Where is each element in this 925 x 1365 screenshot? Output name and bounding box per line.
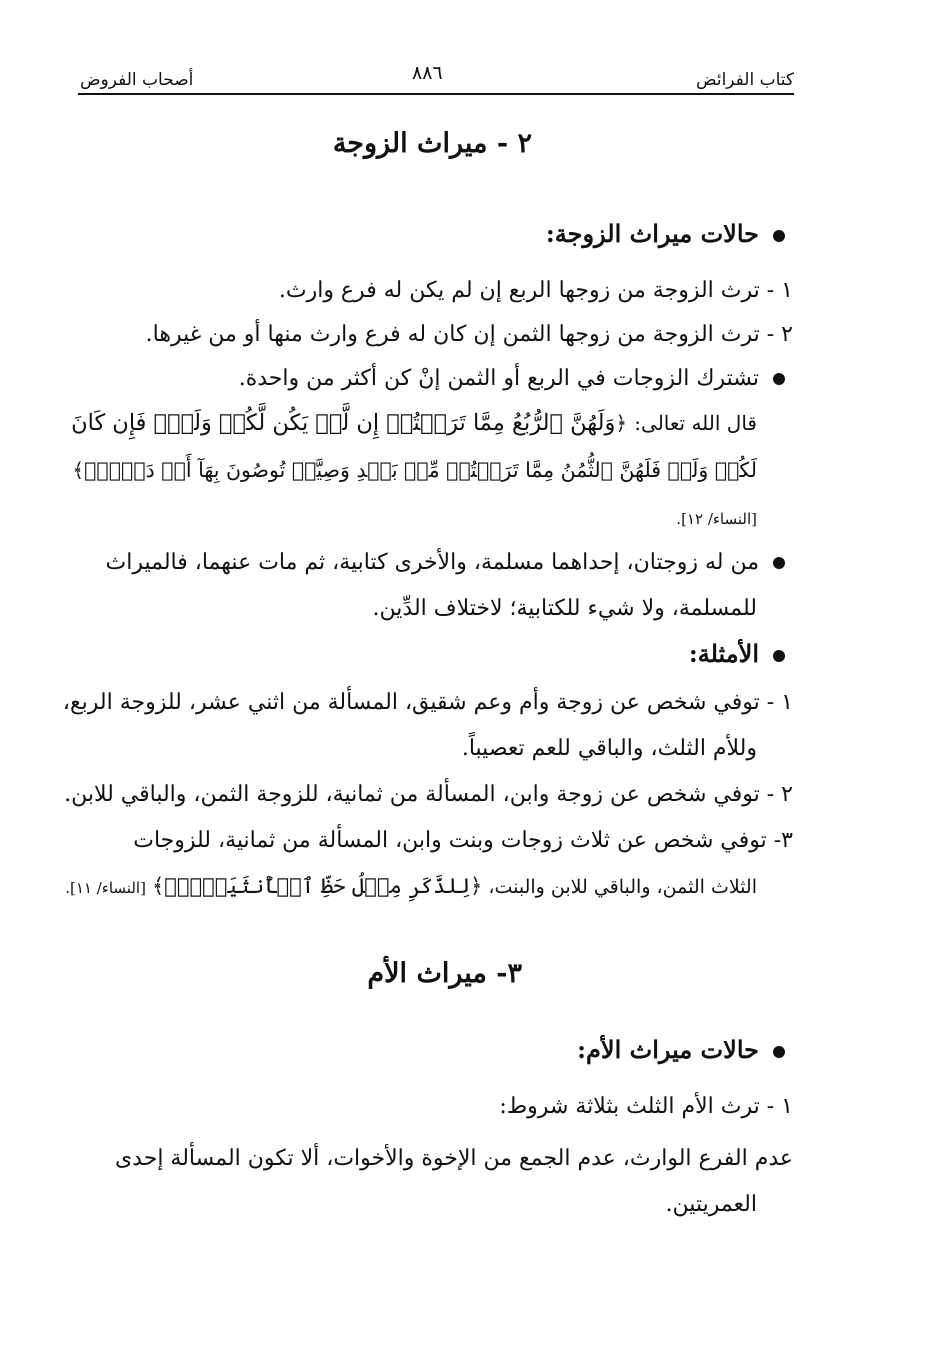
share-bullet (239, 366, 785, 392)
example-1-line-2: وللأم الثلث، والباقي للعم تعصيباً. (461, 736, 757, 761)
share-bullet-text: تشترك الزوجات في الربع أو الثمن إنْ كن أكثر من واحدة. (238, 366, 759, 391)
mother-rule-1: ١ - ترث الأم الثلث بثلاثة شروط: (499, 1094, 793, 1119)
section-title-mother: ٣- ميراث الأم (367, 958, 522, 989)
bullet-icon (773, 557, 785, 569)
bullet-icon (773, 373, 785, 385)
verse-text-1: وَلَهُنَّ ٱلرُّبُعُ مِمَّا تَرَكۡتُمۡ إِن لَّمۡ يَكُن لَّكُمۡ وَلَدٞۚ فَإِن كَانَ (71, 410, 616, 436)
two-wives-text-1: من له زوجتان، إحداهما مسلمة، والأخرى كتابية، ثم مات عنهما، فالميراث (105, 550, 759, 575)
example-2: ٢ - توفي شخص عن زوجة وابن، المسألة من ثمانية، للزوجة الثمن، والباقي للابن. (64, 782, 793, 807)
verse-close-bracket: ﴾ (72, 458, 85, 482)
cases-heading-wife (546, 220, 785, 249)
mother-conditions-line-2: العمريتين. (665, 1192, 757, 1217)
example-3-line-2 (65, 874, 757, 899)
verse-open-bracket: ﴿ (615, 411, 628, 435)
wife-rule-2: ٢ - ترث الزوجة من زوجها الثمن إن كان له فرع وارث منها أو من غيرها. (145, 322, 793, 347)
bullet-icon (773, 230, 785, 242)
header-chapter-title: أصحاب الفروض (80, 70, 194, 90)
section-title-wife: ٢ - ميراث الزوجة (332, 128, 532, 159)
cases-heading-mother (577, 1036, 785, 1065)
header-book-title: كتاب الفرائض (696, 70, 794, 90)
example-1-line-1: ١ - توفي شخص عن زوجة وأم وعم شقيق، المسألة من اثني عشر، للزوجة الربع، (62, 690, 793, 715)
bullet-icon (773, 650, 785, 662)
example-3-text: الثلاث الثمن، والباقي للابن والبنت، (488, 876, 757, 898)
example-3-reference: [النساء/ ١١]. (65, 879, 146, 897)
verse-text-2: لَكُمۡ وَلَدٞ فَلَهُنَّ ٱلثُّمُنُ مِمَّا تَرَكۡتُمۚ مِّنۢ بَعۡدِ وَصِيَّةٖ تُوصُونَ بِهَآ أَوۡ دَيۡنٖۗ (84, 458, 757, 482)
bullet-icon (773, 1046, 785, 1058)
example-3-line-1: ٣- توفي شخص عن ثلاث زوجات وبنت وابن، المسألة من ثمانية، للزوجات (133, 828, 793, 853)
quote-intro: قال الله تعالى: (634, 411, 757, 435)
example-3-verse: ﴿لِلذَّكَرِ مِثۡلُ حَظِّ ٱلۡأُنثَيَيۡنِۚ﴾ (151, 874, 483, 898)
wife-rule-1: ١ - ترث الزوجة من زوجها الربع إن لم يكن له فرع وارث. (278, 278, 793, 303)
verse-line-1 (71, 410, 757, 437)
two-wives-line-1 (106, 550, 785, 576)
page-number: ٨٨٦ (412, 62, 443, 84)
cases-heading-wife-text: حالات ميراث الزوجة: (545, 219, 759, 248)
verse-reference: [النساء/ ١٢]. (676, 510, 757, 528)
mother-conditions-line-1: عدم الفرع الوارث، عدم الجمع من الإخوة والأخوات، ألا تكون المسألة إحدى (114, 1146, 793, 1171)
examples-heading-text: الأمثلة: (688, 639, 759, 668)
cases-heading-mother-text: حالات ميراث الأم: (577, 1035, 759, 1064)
header-rule (78, 93, 794, 95)
verse-line-2 (72, 458, 757, 483)
two-wives-line-2: للمسلمة، ولا شيء للكتابية؛ لاختلاف الدِّين. (372, 596, 757, 621)
examples-heading (689, 640, 785, 669)
